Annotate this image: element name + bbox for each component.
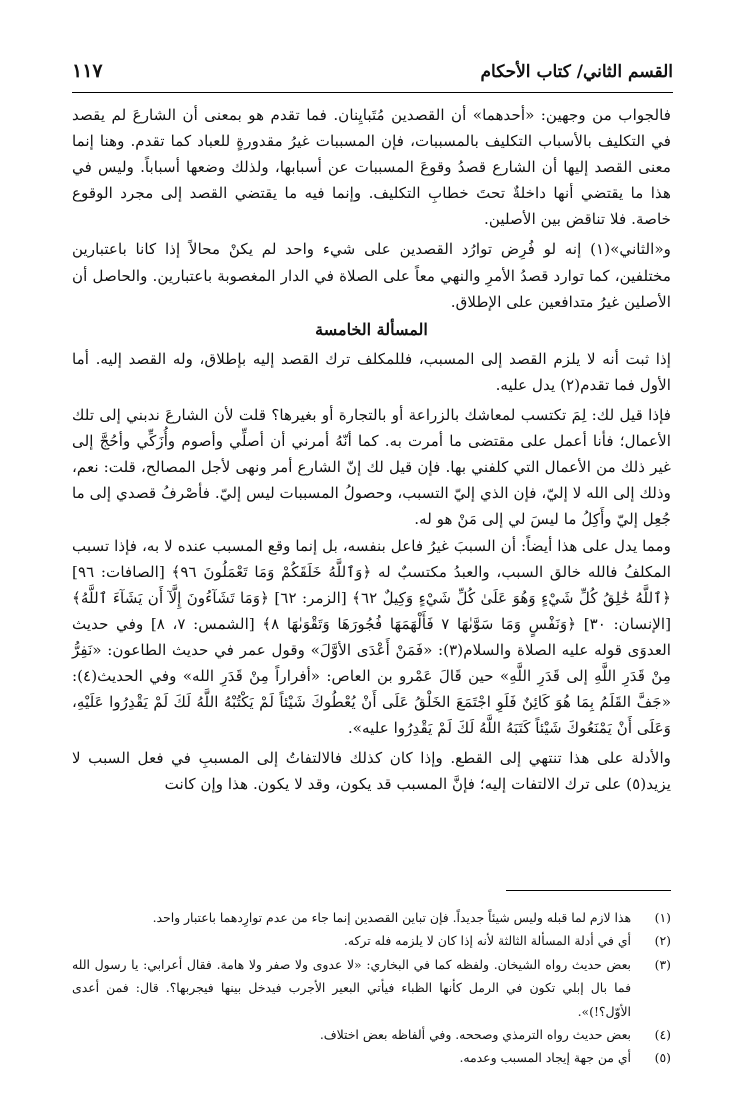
paragraph-2: و«الثاني»(١) إنه لو فُرِض توارُد القصدين على شيء واحد لم يكنْ محالاً إذا كانا باعتبارين مختلفين، كما توارد قصدُ الأمرِ والنهي معاً على الصلاة في الدار المغصوبة باعتبارين. والحاصل أن الأصلين غيرُ متدافعين على الإطلاق.	[72, 240, 671, 311]
main-text	[72, 102, 671, 797]
paragraph-1: فالجواب من وجهين: «أحدهما» أن القصدين مُتَبايِنان. فما تقدم هو بمعنى أن الشارعَ لم يقصد في التكليف بالأسباب التكليف بالمسببات، فإن المسببات غيرُ مقدورةٍ للعباد كما تقدم. وهنا إنما معنى القصد إليها أن الشارع قصدُ وقوعَ المسببات عن أسبابها، ولذلك وضعها أسباباً. وليس في هذا ما يقتضي أنها داخلةٌ تحتَ خطابِ التكليف. وإنما فيه ما يقتضي القصد إلى مجرد الوقوع خاصة. فلا تناقض بين الأصلين.	[72, 106, 671, 229]
footnote-text: أي في أدلة المسألة الثالثة لأنه إذا كان لا يلزمه فله تركه.	[343, 933, 631, 949]
footnote-number: (٢)	[654, 933, 671, 949]
footnote-text: هذا لازم لما قبله وليس شيئاً جديداً. فإن تباين القصدين إنما جاء من عدم توارِدهما باعتبار واحد.	[152, 910, 631, 925]
paragraph-6: والأدلة على هذا تنتهي إلى القطع. وإذا كان كذلك فالالتفاتُ إلى المسببِ في فعل السبب لا يزيد(٥) على ترك الالتفات إليه؛ فإنَّ المسبب قد يكون، وقد لا يكون. هذا وإن كانت	[72, 749, 671, 794]
footnote-number: (٤)	[654, 1027, 671, 1043]
footnote-text: بعض حديث رواه الترمذي وصححه. وفي ألفاظه بعض اختلاف.	[319, 1027, 631, 1043]
footnote	[72, 953, 671, 1023]
footnote-number: (٣)	[654, 956, 671, 972]
footnotes	[72, 906, 671, 1070]
page-header	[72, 58, 673, 93]
paragraph-4: فإذا قيل لك: لِمَ تكتسب لمعاشك بالزراعة أو بالتجارة أو بغيرها؟ قلت لأن الشارعَ ندبني إلى تلك الأعمال؛ فأنا أعمل على مقتضى ما أمرت به. كما أنّهُ أمرني أن أصلِّي وأصوم وأُزَكِّي وأحُجَّ إلى غير ذلك من الأعمال التي كلفني بها. فإن قيل لك إنّ الشارع أمر ونهى لأجل المصالح، قلت: نعم، وذلك إلى الله لا إليّ، فإن الذي إليّ التسبب، وحصولُ المسببات ليس إليّ. فأصْرفُ قصدي إلى ما جُعِل إليّ وأَكِلُ ما ليسَ لي إلى مَنْ هو له.	[72, 406, 671, 529]
running-title: القسم الثاني/ كتاب الأحكام	[480, 62, 673, 82]
paragraph-5: ومما يدل على هذا أيضاً: أن السببَ غيرُ فاعل بنفسه، بل إنما وقع المسبب عنده لا به، فإذا تسبب المكلفُ فالله خالق السبب، والعبدُ مكتسبٌ له ﴿وَٱللَّهُ خَلَقَكُمْ وَمَا تَعْمَلُونَ ٩٦﴾ [الصافات: ٩٦] ﴿ٱللَّهُ خَٰلِقُ كُلِّ شَيْءٍ وَهُوَ عَلَىٰ كُلِّ شَيْءٍ وَكِيلٌ ٦٢﴾ [الزمر: ٦٢] ﴿وَمَا تَشَآءُونَ إِلَّآ أَن يَشَآءَ ٱللَّهُ﴾ [الإنسان: ٣٠] ﴿وَنَفْسٍ وَمَا سَوَّىٰهَا ٧ فَأَلْهَمَهَا فُجُورَهَا وَتَقْوَىٰهَا ٨﴾ [الشمس: ٧، ٨] وفي حديث العدوَى قوله عليه الصلاة والسلام(٣): «فَمَنْ أَعْدَى الأوَّلَ» وقول عمر في حديث الطاعون: «نَفِرُّ مِنْ قَدَرِ اللَّهِ إلى قَدَرِ اللَّهِ» حين قَالَ عَمْرو بن العاص: «أفراراً مِنْ قَدَرِ الله» وفي الحديث(٤): «جَفَّ القَلَمُ بِمَا هُوَ كَائِنٌ فَلَوِ اجْتَمَعَ الخَلْقُ عَلَى أَنْ يُعْطُوكَ شَيْئاً لَمْ يَكْتُبْهُ اللَّهُ لَكَ لَمْ يَقْدِرُوا عَلَيْهِ، وَعَلَى أَنْ يَمْنَعُوكَ شَيْئاً كَتَبَهُ اللَّهُ لَكَ لَمْ يَقْدِرُوا عليه».	[72, 536, 671, 738]
footnote	[72, 906, 671, 929]
footnote-text: بعض حديث رواه الشيخان. ولفظه كما في البخاري: «لا عدوى ولا صفر ولا هامة. فقال أعرابي: يا رسول الله فما بال إبلي تكون في الرمل كأنها الظباء فيأتي البعير الأجرب فيدخل بينها فيجربها؟. قال: فمن أعدى الأوّل؟!)».	[72, 956, 631, 1019]
footnote	[72, 1023, 671, 1046]
footnote-text: أي من جهة إيجاد المسبب وعدمه.	[459, 1050, 631, 1066]
footnote-number: (١)	[654, 910, 671, 925]
footnote	[72, 1046, 671, 1069]
footnote-separator	[506, 890, 671, 891]
paragraph-3: إذا ثبت أنه لا يلزم القصد إلى المسبب، فللمكلف ترك القصد إليه بإطلاق، وله القصد إليه. أما الأول فما تقدم(٢) يدل عليه.	[72, 349, 671, 394]
footnote	[72, 929, 671, 952]
footnote-number: (٥)	[654, 1050, 671, 1066]
page-number: ١١٧	[72, 60, 103, 82]
section-heading: المسألة الخامسة	[315, 319, 428, 339]
